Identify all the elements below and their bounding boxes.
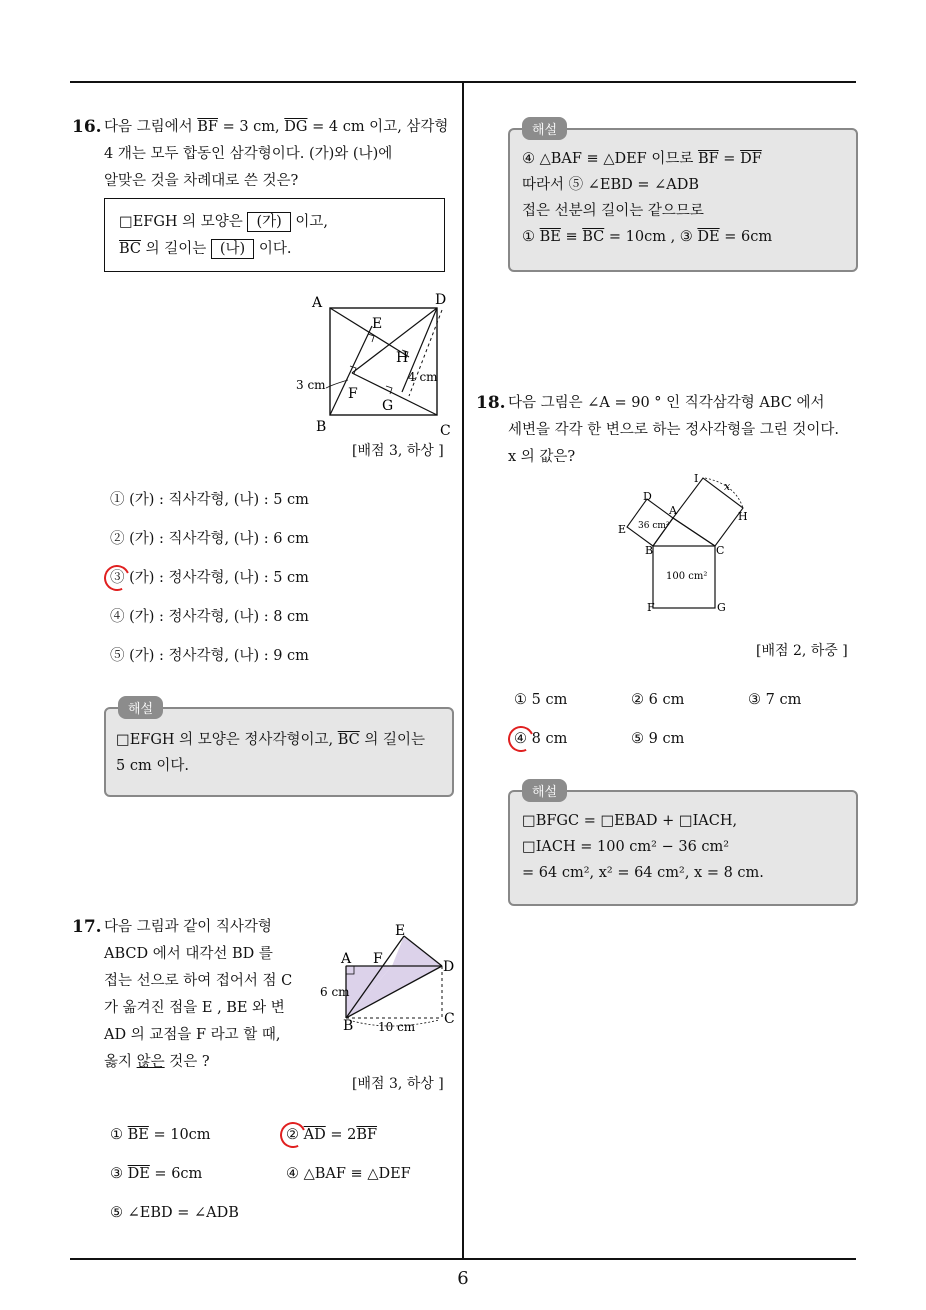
answer-mark [276,1118,309,1151]
answer-mark [504,722,537,755]
choice-1[interactable]: ① $\overline{BE} = 10cm$ [110,1127,211,1143]
label-F: F [373,951,383,967]
label-E: E [372,316,383,332]
column-divider [462,82,464,1260]
question-number: 17. [72,917,102,937]
label-E: E [618,523,627,536]
label-A: A [341,951,352,967]
label-B: B [316,419,327,435]
question-text: 다음 그림과 같이 직사각형 ABCD 에서 대각선 BD 를 접는 선으로 하여 접어서 점 C 가 옮겨진 점을 E , BE 와 변 AD 의 교점을 F 라고 할 때, 옳지 않은 것은 ? [104,919,293,1070]
score-label: [배점 3, 하상 ] [352,1076,444,1092]
choice-5[interactable]: ⑤ ∠EBD = ∠ADB [110,1205,239,1221]
area-36: 36 cm² [638,521,670,531]
label-B: B [343,1018,354,1034]
label-x: x [724,480,731,493]
label-G: G [382,398,394,414]
label-E: E [395,923,406,939]
label-A: A [669,504,677,517]
label-I: I [694,472,699,485]
label-F: F [647,601,655,614]
choice-3[interactable]: ③ $\overline{DE} = 6cm$ [110,1166,203,1182]
label-D: D [643,490,652,503]
solution-text: □EFGH 의 모양은 정사각형이고, $\overline{BC}$ 의 길이는 5 cm 이다. [116,732,425,774]
choice-2[interactable]: ② $\overline{AD} = 2\overline{BF}$ [286,1127,378,1143]
choice-5[interactable]: ⑤ (가) : 정사각형, (나) : 9 cm [110,648,309,664]
choice-3[interactable]: ③ (가) : 정사각형, (나) : 5 cm [110,570,309,586]
label-B: B [645,544,654,557]
figure-q16 [290,290,460,440]
length-4cm: 4 cm [408,370,438,384]
score-label: [배점 3, 하상 ] [352,443,444,459]
question-number: 18. [476,393,506,413]
label-A: A [312,295,323,311]
choice-1[interactable]: ① 5 cm [514,692,568,708]
label-F: F [348,386,358,402]
length-3cm: 3 cm [296,378,326,392]
solution-text: □BFGC = □EBAD + □IACH, □IACH = 100 cm² − 36 cm² = 64 cm², x² = 64 cm², x = 8 cm. [522,813,764,881]
figure-q17 [316,920,466,1035]
condition-box: □EFGH 의 모양은 (가) 이고, $\overline{BC}$ 의 길이는 (나) 이다. [104,198,445,272]
label-H: H [396,350,409,366]
figure-q18 [610,472,760,617]
choice-1[interactable]: ① (가) : 직사각형, (나) : 5 cm [110,492,309,508]
choice-5[interactable]: ⑤ 9 cm [631,731,685,747]
choice-4[interactable]: ④ △BAF ≡ △DEF [286,1166,411,1182]
label-C: C [440,423,451,439]
label-D: D [443,959,455,975]
blank-ga: (가) [247,212,290,232]
solution-text: ④ △BAF ≡ △DEF 이므로 $\overline{BF} = \overline{DF}$ 따라서 ⑤ ∠EBD = ∠ADB 접은 선분의 길이는 같으므로 ① $\overline{BE} \equiv \overline{BC} = 10cm$ , ③ $\overline{DE} = 6cm$ [522,151,773,245]
question-number: 16. [72,117,102,137]
choice-4[interactable]: ④ (가) : 정사각형, (나) : 8 cm [110,609,309,625]
solution-tag: 해설 [522,117,567,140]
label-C: C [716,544,725,557]
label-D: D [435,292,447,308]
choice-2[interactable]: ② (가) : 직사각형, (나) : 6 cm [110,531,309,547]
length-10cm: 10 cm [378,1020,416,1034]
question-text: 다음 그림에서 $\overline{BF} = 3$ cm, $\overline{DG} = 4$ cm 이고, 삼각형 4 개는 모두 합동인 삼각형이다. (가)와 (나)에 알맞은 것을 차례대로 쓴 것은? [104,119,449,189]
page-number: 6 [457,1268,469,1289]
choice-2[interactable]: ② 6 cm [631,692,685,708]
choice-3[interactable]: ③ 7 cm [748,692,802,708]
solution-tag: 해설 [522,779,567,802]
area-100: 100 cm² [666,571,708,582]
label-C: C [444,1011,455,1027]
solution-tag: 해설 [118,696,163,719]
label-G: G [717,601,726,614]
length-6cm: 6 cm [320,985,350,999]
label-H: H [738,510,748,523]
choice-4[interactable]: ④ 8 cm [514,731,568,747]
question-text: 다음 그림은 ∠A = 90 ° 인 직각삼각형 ABC 에서 세변을 각각 한 변으로 하는 정사각형을 그린 것이다. x 의 값은? [508,395,840,465]
score-label: [배점 2, 하중 ] [756,643,848,659]
answer-mark [100,561,133,594]
blank-na: (나) [211,239,254,259]
